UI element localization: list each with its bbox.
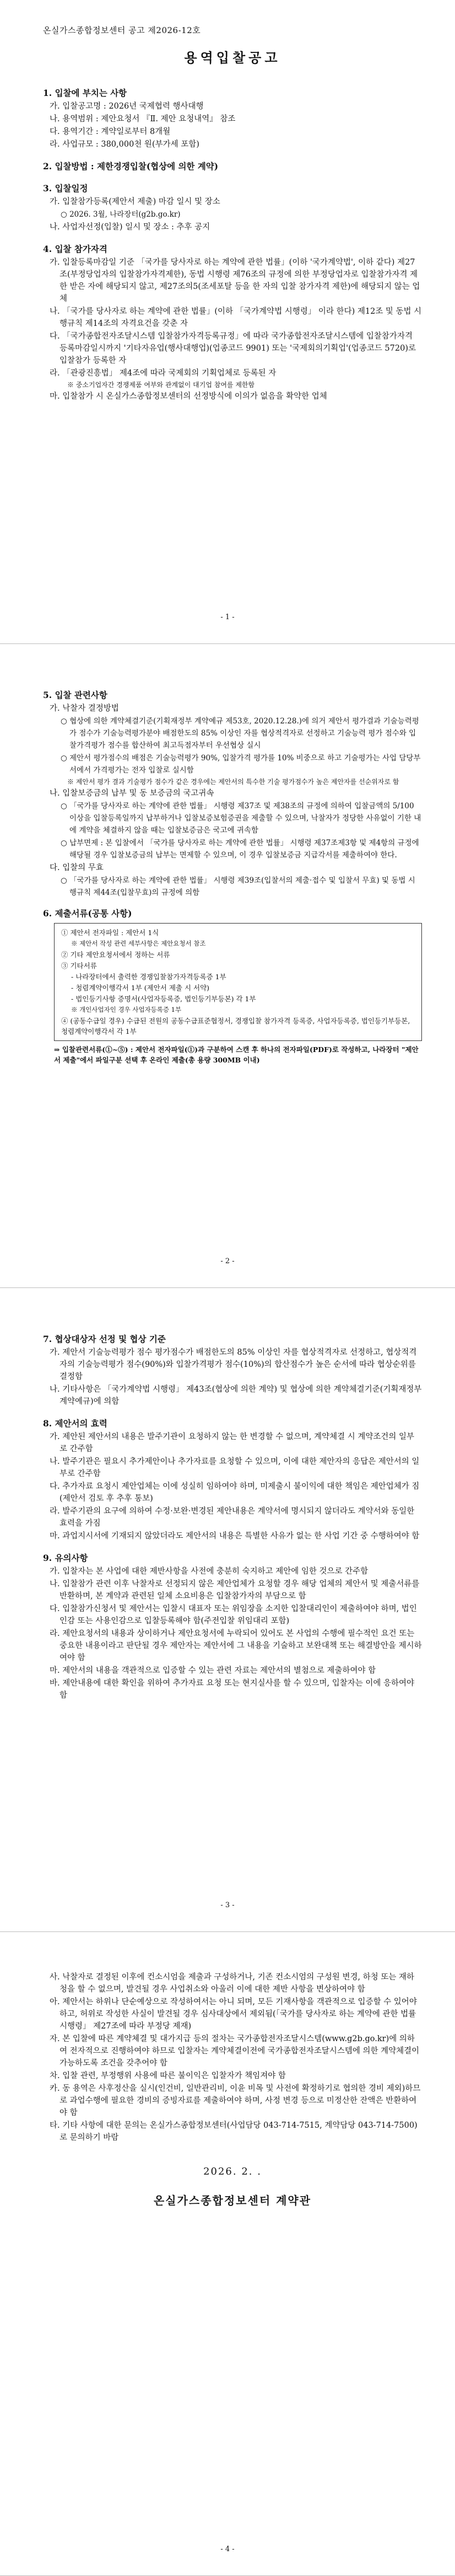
s4-item-a: 가. 입찰등록마감일 기준 「국가를 당사자로 하는 계약에 관한 법률」(이하 '국가계약법', 이하 같다) 제27조(부정당업자의 입찰참가자격제한), 동법 시행령 제76조의 규정에 의한 부정당업자로 입찰참가자격 제한 받은 자에 해당되지 않고, 제27조의5(조세포탈 등을 한 자의 입찰 참가자격 제한)에 해당되지 않는 업체 [50, 258, 420, 303]
page-number: - 2 - [220, 1257, 235, 1265]
s1-item-a: 가. 입찰공고명 : 2026년 국제협력 행사대행 [50, 102, 204, 111]
s3-item-a: 가. 입찰참가등록(제안서 제출) 마감 일시 및 장소 [50, 197, 220, 206]
s9-item-b: 나. 입찰참가 관련 이후 낙찰자로 선정되지 않은 제안업체가 요청할 경우 해당 업체의 제안서 및 제출서류를 반환하며, 본 계약과 관련된 일체 소요비용은 입찰참가자의 부담으로 함 [50, 1580, 420, 1601]
box-line-5: - 나라장터에서 출력한 경쟁입찰참가자격등록증 1부 [71, 973, 226, 981]
s5-item-a: 가. 낙찰자 결정방법 [50, 704, 119, 713]
s8-item-b: 나. 발주기관은 필요시 추가제안이나 추가자료를 요청할 수 있으며, 이에 대한 제안자의 응답은 제안서의 일부로 간주함 [50, 1457, 420, 1478]
notice-number: 온실가스종합정보센터 공고 제2026-12호 [43, 25, 201, 35]
s9-item-d: 라. 제안요청서의 내용과 상이하거나 제안요청서에 누락되어 있어도 본 사업의 수행에 필수적인 요건 또는 중요한 내용이라고 판단될 경우 제안자는 제안서에 그 내용을 기술하고 보완대책 또는 해결방안을 제시하여야 함 [50, 1629, 422, 1662]
s1-item-c: 다. 용역기간 : 계약일로부터 8개월 [50, 127, 171, 136]
section-7-heading: 7. 협상대상자 선정 및 협상 기준 [43, 1334, 166, 1344]
section-4-heading: 4. 입찰 참가자격 [43, 244, 107, 254]
box-line-4: ③ 기타서류 [61, 962, 97, 970]
s9-item-j: 차. 입찰 관련, 부정행위 사용에 따른 불이익은 입찰자가 책임져야 함 [50, 2071, 286, 2080]
submission-note: ⇒ 입찰관련서류(①~⑤) : 제안서 전자파일(①)과 구분하여 스캔 후 하나의 전자파일(PDF)로 작성하고, 나라장터 "제안서 제출"에서 파일구분 선택 후 온라인 제출(총 용량 300MB 이내) [54, 1045, 419, 1064]
page-2-content [43, 683, 422, 1065]
s4-item-b: 나. 「국가를 당사자로 하는 계약에 관한 법률」(이하 「국가계약법 시행령」 이라 한다) 제12조 및 동법 시행규칙 제14조의 자격요건을 갖춘 자 [50, 307, 422, 328]
page-number: - 3 - [220, 1901, 235, 1909]
box-line-3: ② 기타 제안요청서에서 정하는 서류 [61, 951, 170, 959]
s4-note: ※ 중소기업자간 경쟁제품 여부와 관계없이 대기업 참여를 제한함 [67, 381, 255, 389]
page-1 [0, 0, 455, 644]
required-documents-box [54, 923, 422, 1041]
s9-item-l: 타. 기타 사항에 대한 문의는 온실가스종합정보센터(사업담당 043-714-7515, 계약담당 043-714-7500)로 문의하기 바람 [50, 2121, 418, 2142]
page-4-content [43, 1971, 422, 2207]
s9-item-f: 바. 제안내용에 대한 확인을 위하여 추가자료 요청 또는 현지실사를 할 수 있으며, 입찰자는 이에 응하여야 함 [50, 1679, 415, 1700]
box-line-1: ① 제안서 전자파일 : 제안서 1식 [61, 929, 159, 937]
section-2-heading: 2. 입찰방법 : 제한경쟁입찰(협상에 의한 계약) [43, 161, 219, 171]
section-8-heading: 8. 제안서의 효력 [43, 1418, 107, 1429]
s5-item-b1: ○ 「국가를 당사자로 하는 계약에 관한 법률」 시행령 제37조 및 제38조의 규정에 의하여 입찰금액의 5/100 이상을 입찰등록일까지 납부하거나 입찰보증보험증권을 제출할 수 있으며, 낙찰자가 정당한 사유없이 기한 내에 계약을 체결하지 않을 때는 입찰보증금은 국고에 귀속함 [61, 802, 421, 835]
box-line-9: ④ (공동수급일 경우) 수급된 전원의 공동수급표준협정서, 경쟁입찰 참가자격 등록증, 사업자등록증, 법인등기부등본, 청렴계약이행각서 각 1부 [61, 1017, 410, 1035]
page-2 [0, 644, 455, 1288]
s9-item-i: 자. 본 입찰에 따른 계약체결 및 대가지급 등의 절차는 국가종합전자조달시스템(www.g2b.go.kr)에 의하여 전자적으로 진행하여야 하므로 입찰자는 계약체결이전에 국가종합전자조달시스템에 의한 계약체결이 가능하도록 조건을 갖추어야 함 [50, 2035, 420, 2068]
box-line-2: ※ 제안서 작성 관련 세부사항은 제안요청서 참조 [71, 940, 206, 947]
page-number: - 4 - [220, 2545, 235, 2553]
section-3-heading: 3. 입찰일정 [43, 183, 88, 194]
s1-item-b: 나. 용역범위 : 제안요청서 『Ⅱ. 제안 요청내역』 참조 [50, 115, 236, 124]
s5-a2-note: ※ 제안서 평가 결과 기술평가 점수가 같은 경우에는 제안서의 특수한 기술 평가점수가 높은 제안자를 선순위자로 함 [67, 778, 399, 786]
document-title: 용역입찰공고 [184, 50, 281, 66]
s5-item-c1: ○ 「국가를 당사자로 하는 계약에 관한 법률」 시행령 제39조(입찰서의 제출·접수 및 입찰서 무효) 및 동법 시행규칙 제44조(입찰무효)의 규정에 의함 [61, 876, 415, 897]
box-line-8: ※ 개인사업자인 경우 사업자등록증 1부 [71, 1006, 182, 1013]
page-4 [0, 1932, 455, 2576]
box-line-6: - 청렴계약이행각서 1부 (제안서 제출 시 서약) [71, 984, 210, 992]
section-6-heading: 6. 제출서류(공통 사항) [43, 908, 132, 919]
s3-item-a1: ○ 2026. 3월, 나라장터(g2b.go.kr) [61, 210, 181, 219]
s7-item-b: 나. 기타사항은 「국가계약법 시행령」 제43조(협상에 의한 계약) 및 협상에 의한 계약체결기준(기획재정부 계약예규)에 의함 [50, 1385, 422, 1406]
s8-item-d: 라. 발주기관의 요구에 의하여 수정·보완·변경된 제안내용은 계약서에 명시되지 않더라도 계약서와 동일한 효력을 가짐 [50, 1507, 415, 1528]
section-1-heading: 1. 입찰에 부치는 사항 [43, 88, 127, 98]
s5-item-b: 나. 입찰보증금의 납부 및 동 보증금의 국고귀속 [50, 789, 214, 798]
s8-item-e: 마. 과업지시서에 기재되지 않았더라도 제안서의 내용은 특별한 사유가 없는 한 사업 기간 중 수행하여야 함 [50, 1532, 420, 1541]
notice-date: 2026. 2. . [203, 2166, 262, 2177]
s9-item-a: 가. 입찰자는 본 사업에 대한 제반사항을 사전에 충분히 숙지하고 제안에 임한 것으로 간주함 [50, 1567, 369, 1576]
s5-item-b2: ○ 납부면제 : 본 입찰에서 「국가를 당사자로 하는 계약에 관한 법률」 시행령 제37조제3항 및 제4항의 규정에 해당될 경우 입찰보증금의 납부는 면제할 수 있으며, 이 경우 입찰보증금 지급각서를 제출하여야 한다. [61, 839, 419, 860]
s8-item-c: 다. 추가자료 요청시 제안업체는 이에 성실히 임하여야 하며, 미제출시 불이익에 대한 책임은 제안업체가 짐(제안서 검토 후 추후 통보) [50, 1482, 420, 1503]
section-9-heading: 9. 유의사항 [43, 1553, 88, 1563]
s9-item-h: 아. 제안서는 하위나 단순예상으로 작성하여서는 아니 되며, 모든 기재사항을 객관적으로 입증할 수 있어야 하고, 허위로 작성한 사실이 발견될 경우 심사대상에서 제외됨(「국가를 당사자로 하는 계약에 관한 법률 시행령」 제27조에 따라 부정당 제재) [50, 1998, 417, 2031]
page-3-content [43, 1327, 422, 1702]
s5-item-a1: ○ 협상에 의한 계약체결기준(기획재정부 계약예규 제53호, 2020.12.28.)에 의거 제안서 평가결과 기술능력평가 점수가 기술능력평가분야 배점한도의 85% 이상인 자를 협상적격자로 선정하고 기술능력 평가 점수와 입찰가격평가 점수를 합산하여 최고득점자부터 우선협상 실시 [61, 717, 419, 750]
s3-item-b: 나. 사업자선정(입찰) 일시 및 장소 : 추후 공지 [50, 223, 210, 232]
s1-item-d: 라. 사업규모 : 380,000천 원(부가세 포함) [50, 140, 199, 149]
page-number: - 1 - [220, 613, 235, 621]
s9-item-g: 사. 낙찰자로 결정된 이후에 컨소시엄을 제출과 구성하거나, 기존 컨소시엄의 구성원 변경, 하청 또는 재하청을 할 수 없으며, 발견될 경우 사업취소와 아울러 이에 대한 제반 사항을 변상하여야 함 [50, 1973, 415, 1994]
s8-item-a: 가. 제안된 제안서의 내용은 발주기관이 요청하지 않는 한 변경할 수 없으며, 계약체결 시 계약조건의 일부로 간주함 [50, 1432, 415, 1453]
s5-item-c: 다. 입찰의 무효 [50, 863, 104, 872]
s7-item-a: 가. 제안서 기술능력평가 점수 평가점수가 배점한도의 85% 이상인 자를 협상적격자로 선정하고, 협상적격자의 기술능력평가 점수(90%)와 입찰가격평가 점수(10%)의 합산점수가 높은 순서에 따라 협상순위를 결정함 [50, 1348, 417, 1381]
s4-item-e: 마. 입찰참가 시 온실가스종합정보센터의 선정방식에 이의가 없음을 확약한 업체 [50, 392, 327, 401]
box-line-7: - 법인등기사항 증명서(사업자등록증, 법인등기부등본) 각 1부 [71, 995, 256, 1003]
s9-item-k: 카. 동 용역은 사후정산을 실시(인건비, 일반관리비, 이윤 비목 및 사전에 확정하기로 협의한 경비 제외)하므로 과업수행에 필요한 경비의 증빙자료를 제출하여야 하며, 사정 변경 등으로 미정산한 잔액은 반환하여야 함 [50, 2084, 421, 2117]
page-3 [0, 1288, 455, 1932]
s4-item-d: 라. 「관광진흥법」 제4조에 따라 국제회의 기획업체로 등록된 자 [50, 369, 277, 378]
s5-item-a2: ○ 제안서 평가점수의 배점은 기술능력평가 90%, 입찰가격 평가를 10% 비중으로 하고 기술평가는 사업 담당부서에서 가격평가는 전자 입찰로 실시함 [61, 754, 421, 775]
section-5-heading: 5. 입찰 관련사항 [43, 690, 107, 700]
issuing-organization: 온실가스종합정보센터 계약관 [153, 2194, 312, 2207]
s9-item-e: 마. 제안서의 내용을 객관적으로 입증할 수 있는 관련 자료는 제안서의 별첨으로 제출하여야 함 [50, 1666, 376, 1675]
s4-item-c: 다. 「국가종합전자조달시스템 입찰참가자격등록규정」에 따라 국가종합전자조달시스템에 입찰참가자격 등록마감일시까지 '기타자유업(행사대행업)(업종코드 9901) 또는 '국제회의기획업'(업종코드 5720)로 입찰참가 등록한 자 [50, 332, 416, 365]
s9-item-c: 다. 입찰참가신청서 및 제안서는 입찰시 대표자 또는 위임장을 소지한 입찰대리인이 제출하여야 하며, 법인인감 또는 사용인감으로 입찰등록해야 함(주전입찰 위임대리 포함) [50, 1604, 417, 1625]
page-1-content [43, 50, 422, 403]
